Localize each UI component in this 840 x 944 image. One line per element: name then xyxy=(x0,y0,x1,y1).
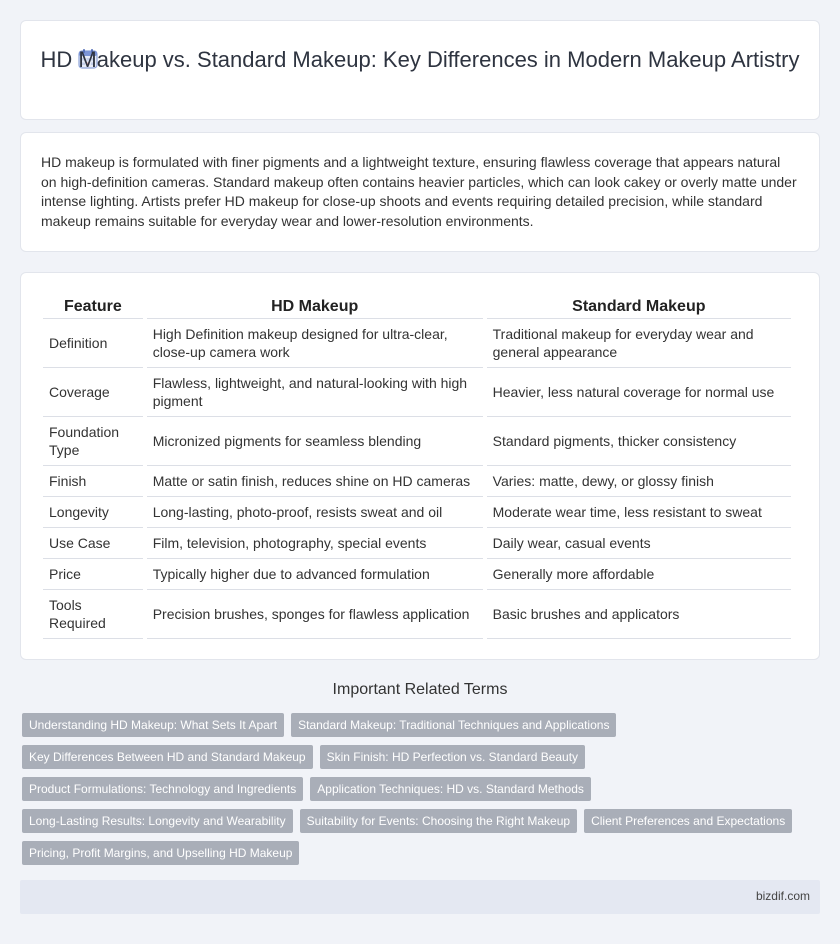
table-cell: Finish xyxy=(43,466,143,497)
related-term-tag[interactable]: Product Formulations: Technology and Ingredients xyxy=(22,777,303,801)
table-cell: High Definition makeup designed for ultra-clear, close-up camera work xyxy=(147,319,483,368)
table-cell: Coverage xyxy=(43,368,143,417)
header-card xyxy=(20,20,820,120)
table-cell: Heavier, less natural coverage for normal use xyxy=(487,368,791,417)
comparison-table xyxy=(39,295,795,639)
table-row xyxy=(43,590,791,639)
related-term-tag[interactable]: Application Techniques: HD vs. Standard Methods xyxy=(310,777,591,801)
related-term-tag[interactable]: Suitability for Events: Choosing the Right Makeup xyxy=(300,809,577,833)
table-cell: Varies: matte, dewy, or glossy finish xyxy=(487,466,791,497)
table-cell: Flawless, lightweight, and natural-looking with high pigment xyxy=(147,368,483,417)
table-cell: Standard pigments, thicker consistency xyxy=(487,417,791,466)
title-wrap xyxy=(21,45,819,74)
table-cell: Matte or satin finish, reduces shine on HD cameras xyxy=(147,466,483,497)
table-row xyxy=(43,368,791,417)
table-header-row xyxy=(43,295,791,319)
table-cell: Generally more affordable xyxy=(487,559,791,590)
table-cell: Moderate wear time, less resistant to sweat xyxy=(487,497,791,528)
table-cell: Longevity xyxy=(43,497,143,528)
table-cell: Basic brushes and applicators xyxy=(487,590,791,639)
table-row xyxy=(43,559,791,590)
table-cell: Long-lasting, photo-proof, resists sweat and oil xyxy=(147,497,483,528)
table-row xyxy=(43,466,791,497)
footer-site-link[interactable]: bizdif.com xyxy=(755,889,810,903)
related-terms-title: Important Related Terms xyxy=(332,681,508,698)
table-cell: Micronized pigments for seamless blending xyxy=(147,417,483,466)
related-terms-list xyxy=(22,713,818,865)
table-cell: Daily wear, casual events xyxy=(487,528,791,559)
table-cell: Tools Required xyxy=(43,590,143,639)
related-term-tag[interactable]: Client Preferences and Expectations xyxy=(584,809,792,833)
column-header-hd: HD Makeup xyxy=(147,295,483,319)
related-term-tag[interactable]: Key Differences Between HD and Standard Makeup xyxy=(22,745,313,769)
table-row xyxy=(43,497,791,528)
related-term-tag[interactable]: Long-Lasting Results: Longevity and Wearability xyxy=(22,809,293,833)
table-cell: Price xyxy=(43,559,143,590)
footer-bar xyxy=(20,880,820,914)
table-cell: Traditional makeup for everyday wear and general appearance xyxy=(487,319,791,368)
intro-card xyxy=(20,132,820,252)
related-term-tag[interactable]: Standard Makeup: Traditional Techniques and Applications xyxy=(291,713,616,737)
column-header-feature: Feature xyxy=(43,295,143,319)
intro-paragraph: HD makeup is formulated with finer pigments and a lightweight texture, ensuring flawless coverage that appears natural on high-definition cameras. Standard makeup often contains heavier particles, which can look cakey or overly matte under intense lighting. Artists prefer HD makeup for close-up shoots and events requiring detailed precision, while standard makeup remains suitable for everyday wear and lower-resolution environments. xyxy=(41,154,797,229)
table-row xyxy=(43,417,791,466)
table-cell: Definition xyxy=(43,319,143,368)
column-header-standard: Standard Makeup xyxy=(487,295,791,319)
related-term-tag[interactable]: Pricing, Profit Margins, and Upselling HD Makeup xyxy=(22,841,299,865)
related-term-tag[interactable]: Skin Finish: HD Perfection vs. Standard Beauty xyxy=(320,745,585,769)
table-cell: Typically higher due to advanced formulation xyxy=(147,559,483,590)
page-title: HD Makeup vs. Standard Makeup: Key Differences in Modern Makeup Artistry xyxy=(40,47,800,72)
table-cell: Foundation Type xyxy=(43,417,143,466)
table-cell: Use Case xyxy=(43,528,143,559)
comparison-table-card xyxy=(20,272,820,660)
related-term-tag[interactable]: Understanding HD Makeup: What Sets It Apart xyxy=(22,713,284,737)
table-row xyxy=(43,319,791,368)
table-cell: Film, television, photography, special events xyxy=(147,528,483,559)
table-cell: Precision brushes, sponges for flawless application xyxy=(147,590,483,639)
table-row xyxy=(43,528,791,559)
